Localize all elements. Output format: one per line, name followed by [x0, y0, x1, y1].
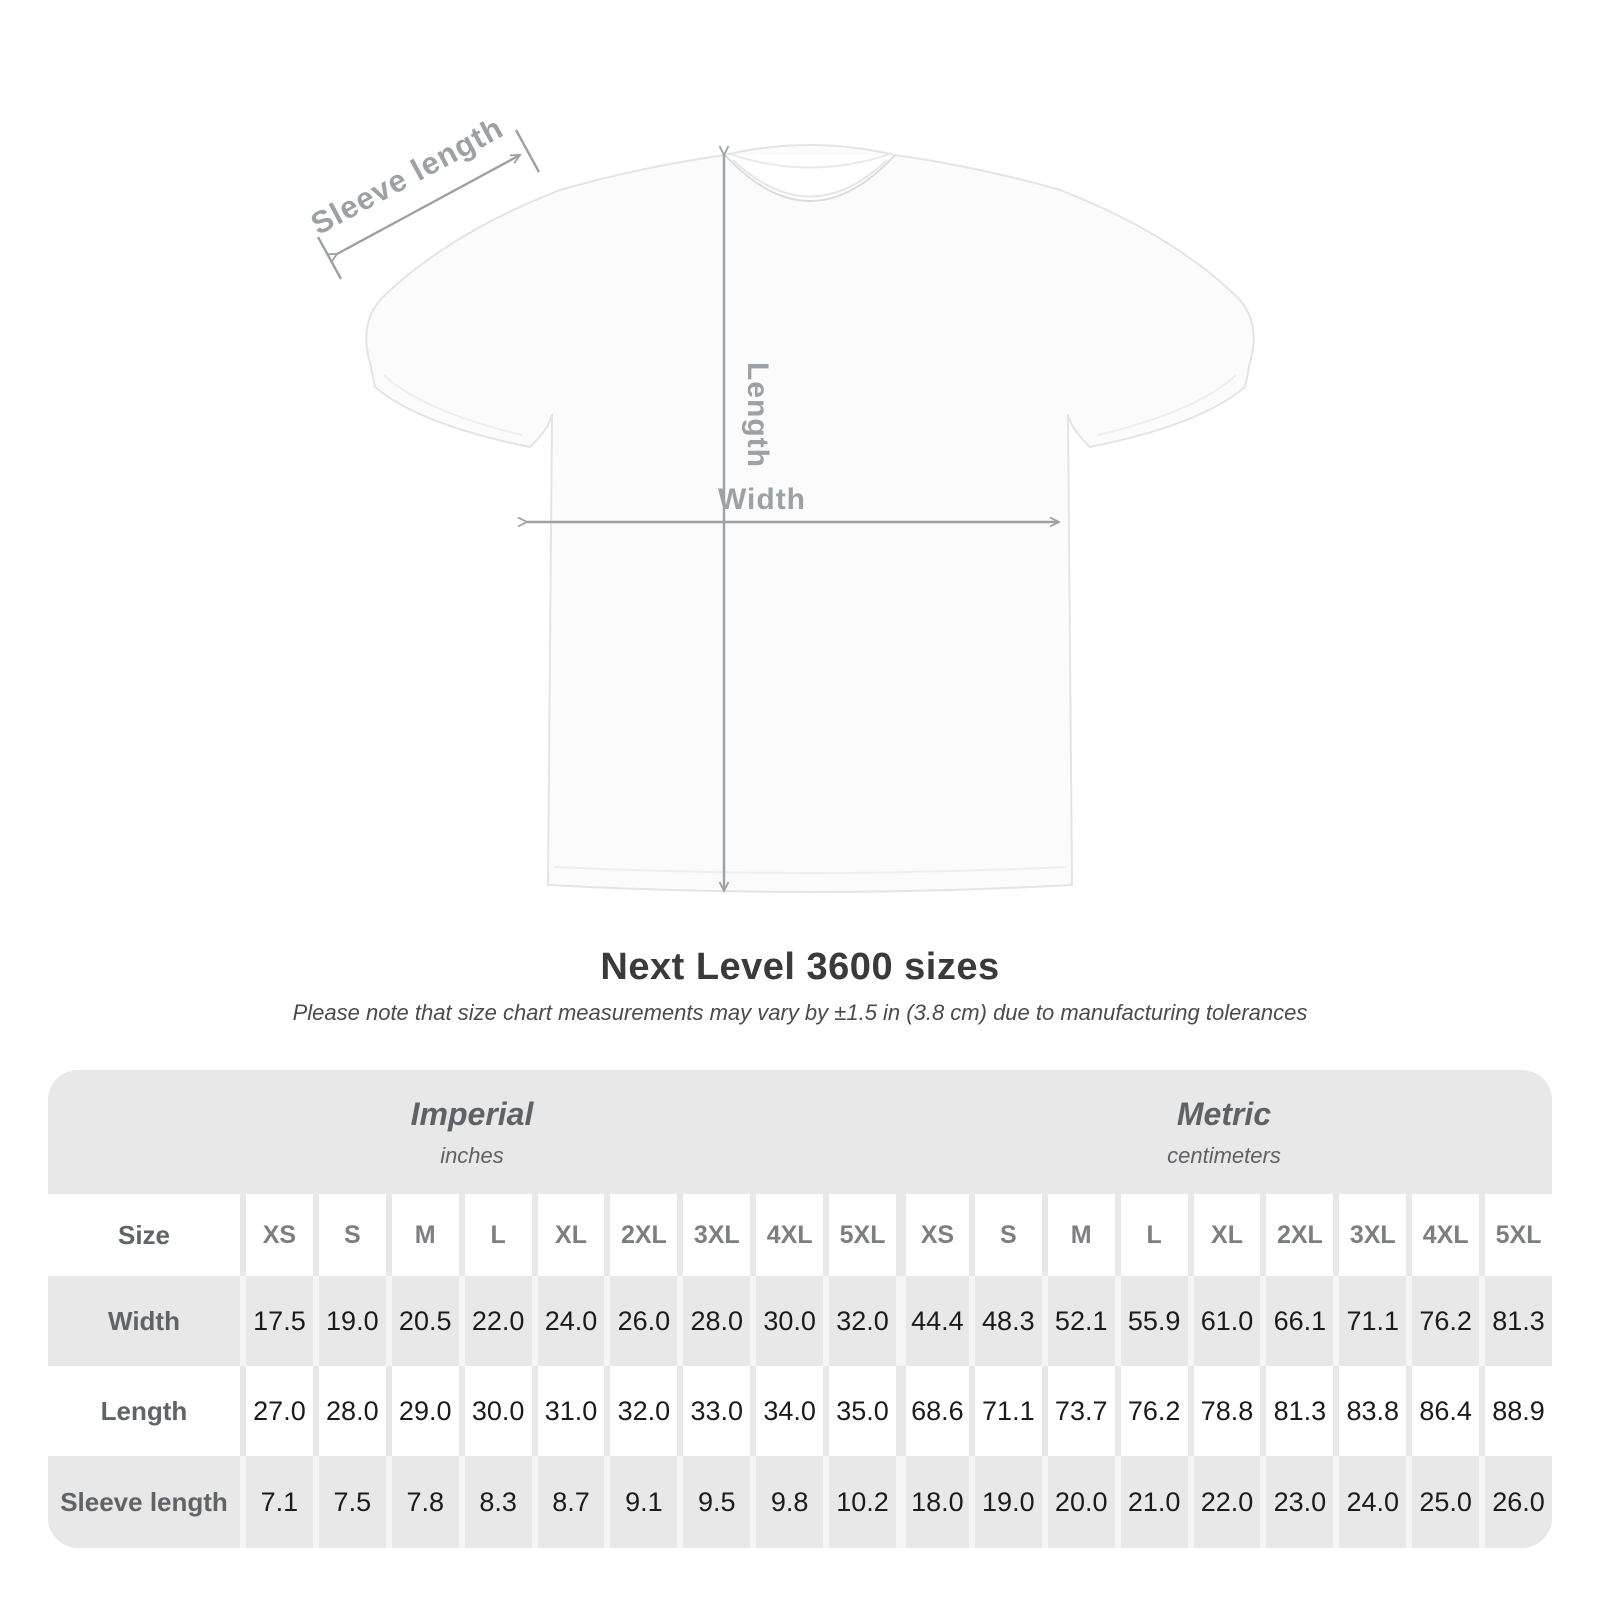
- value-cell: 32.0: [604, 1366, 677, 1456]
- value-cell: 9.8: [750, 1456, 823, 1548]
- value-cell: 44.4: [896, 1276, 969, 1366]
- value-cell: 19.0: [969, 1456, 1042, 1548]
- size-header-metric-4xl: 4XL: [1406, 1194, 1479, 1276]
- value-cell: 22.0: [1188, 1456, 1261, 1548]
- value-cell: 73.7: [1042, 1366, 1115, 1456]
- tolerance-note: Please note that size chart measurements may vary by ±1.5 in (3.8 cm) due to manufacturing tolerances: [292, 1000, 1308, 1025]
- size-header-imperial-3xl: 3XL: [677, 1194, 750, 1276]
- value-cell: 24.0: [532, 1276, 605, 1366]
- value-cell: 20.0: [1042, 1456, 1115, 1548]
- value-cell: 7.5: [313, 1456, 386, 1548]
- size-header-metric-xl: XL: [1188, 1194, 1261, 1276]
- value-cell: 88.9: [1479, 1366, 1552, 1456]
- value-cell: 27.0: [240, 1366, 313, 1456]
- value-cell: 35.0: [823, 1366, 896, 1456]
- value-cell: 23.0: [1260, 1456, 1333, 1548]
- value-cell: 32.0: [823, 1276, 896, 1366]
- size-header-imperial-l: L: [459, 1194, 532, 1276]
- value-cell: 7.1: [240, 1456, 313, 1548]
- value-cell: 9.5: [677, 1456, 750, 1548]
- size-header-metric-2xl: 2XL: [1260, 1194, 1333, 1276]
- page-title: Next Level 3600 sizes: [600, 946, 1000, 988]
- tshirt-body-shape: [366, 145, 1253, 892]
- value-cell: 28.0: [313, 1366, 386, 1456]
- value-cell: 68.6: [896, 1366, 969, 1456]
- value-cell: 30.0: [459, 1366, 532, 1456]
- value-cell: 34.0: [750, 1366, 823, 1456]
- value-cell: 33.0: [677, 1366, 750, 1456]
- value-cell: 28.0: [677, 1276, 750, 1366]
- value-cell: 10.2: [823, 1456, 896, 1548]
- row-label-sleeve-length: Sleeve length: [48, 1456, 240, 1548]
- size-header-imperial-4xl: 4XL: [750, 1194, 823, 1276]
- sleeve-length-label: Sleeve length: [305, 115, 510, 242]
- value-cell: 18.0: [896, 1456, 969, 1548]
- value-cell: 24.0: [1333, 1456, 1406, 1548]
- value-cell: 52.1: [1042, 1276, 1115, 1366]
- value-cell: 30.0: [750, 1276, 823, 1366]
- length-label: Length: [741, 362, 774, 468]
- value-cell: 83.8: [1333, 1366, 1406, 1456]
- value-cell: 71.1: [1333, 1276, 1406, 1366]
- value-cell: 55.9: [1115, 1276, 1188, 1366]
- row-label-length: Length: [48, 1366, 240, 1456]
- value-cell: 26.0: [1479, 1456, 1552, 1548]
- value-cell: 25.0: [1406, 1456, 1479, 1548]
- value-cell: 17.5: [240, 1276, 313, 1366]
- value-cell: 48.3: [969, 1276, 1042, 1366]
- value-cell: 29.0: [386, 1366, 459, 1456]
- size-header-metric-3xl: 3XL: [1333, 1194, 1406, 1276]
- imperial-label: Imperial: [410, 1095, 534, 1132]
- value-cell: 19.0: [313, 1276, 386, 1366]
- value-cell: 76.2: [1406, 1276, 1479, 1366]
- value-cell: 8.7: [532, 1456, 605, 1548]
- size-header-imperial-xl: XL: [532, 1194, 605, 1276]
- value-cell: 81.3: [1479, 1276, 1552, 1366]
- size-header-imperial-s: S: [313, 1194, 386, 1276]
- size-header-imperial-m: M: [386, 1194, 459, 1276]
- size-header-metric-5xl: 5XL: [1479, 1194, 1552, 1276]
- value-cell: 7.8: [386, 1456, 459, 1548]
- value-cell: 20.5: [386, 1276, 459, 1366]
- width-label: Width: [717, 483, 807, 516]
- value-cell: 81.3: [1260, 1366, 1333, 1456]
- imperial-group-header: [48, 1070, 896, 1194]
- value-cell: 21.0: [1115, 1456, 1188, 1548]
- metric-group-header: [896, 1070, 1552, 1194]
- tshirt-graphic: [300, 115, 1300, 945]
- size-header-imperial-2xl: 2XL: [604, 1194, 677, 1276]
- size-column-header: Size: [48, 1194, 240, 1276]
- value-cell: 8.3: [459, 1456, 532, 1548]
- imperial-unit-label: inches: [440, 1142, 504, 1168]
- size-header-metric-xs: XS: [896, 1194, 969, 1276]
- value-cell: 26.0: [604, 1276, 677, 1366]
- value-cell: 9.1: [604, 1456, 677, 1548]
- size-header-imperial-5xl: 5XL: [823, 1194, 896, 1276]
- value-cell: 61.0: [1188, 1276, 1261, 1366]
- value-cell: 66.1: [1260, 1276, 1333, 1366]
- value-cell: 71.1: [969, 1366, 1042, 1456]
- value-cell: 78.8: [1188, 1366, 1261, 1456]
- value-cell: 22.0: [459, 1276, 532, 1366]
- value-cell: 76.2: [1115, 1366, 1188, 1456]
- value-cell: 86.4: [1406, 1366, 1479, 1456]
- tshirt-diagram: [300, 115, 1300, 945]
- size-header-imperial-xs: XS: [240, 1194, 313, 1276]
- row-label-width: Width: [48, 1276, 240, 1366]
- value-cell: 31.0: [532, 1366, 605, 1456]
- size-header-metric-l: L: [1115, 1194, 1188, 1276]
- size-header-metric-s: S: [969, 1194, 1042, 1276]
- metric-label: Metric: [1176, 1095, 1272, 1132]
- metric-unit-label: centimeters: [1167, 1142, 1281, 1168]
- size-header-metric-m: M: [1042, 1194, 1115, 1276]
- size-chart-table: [48, 1070, 1552, 1548]
